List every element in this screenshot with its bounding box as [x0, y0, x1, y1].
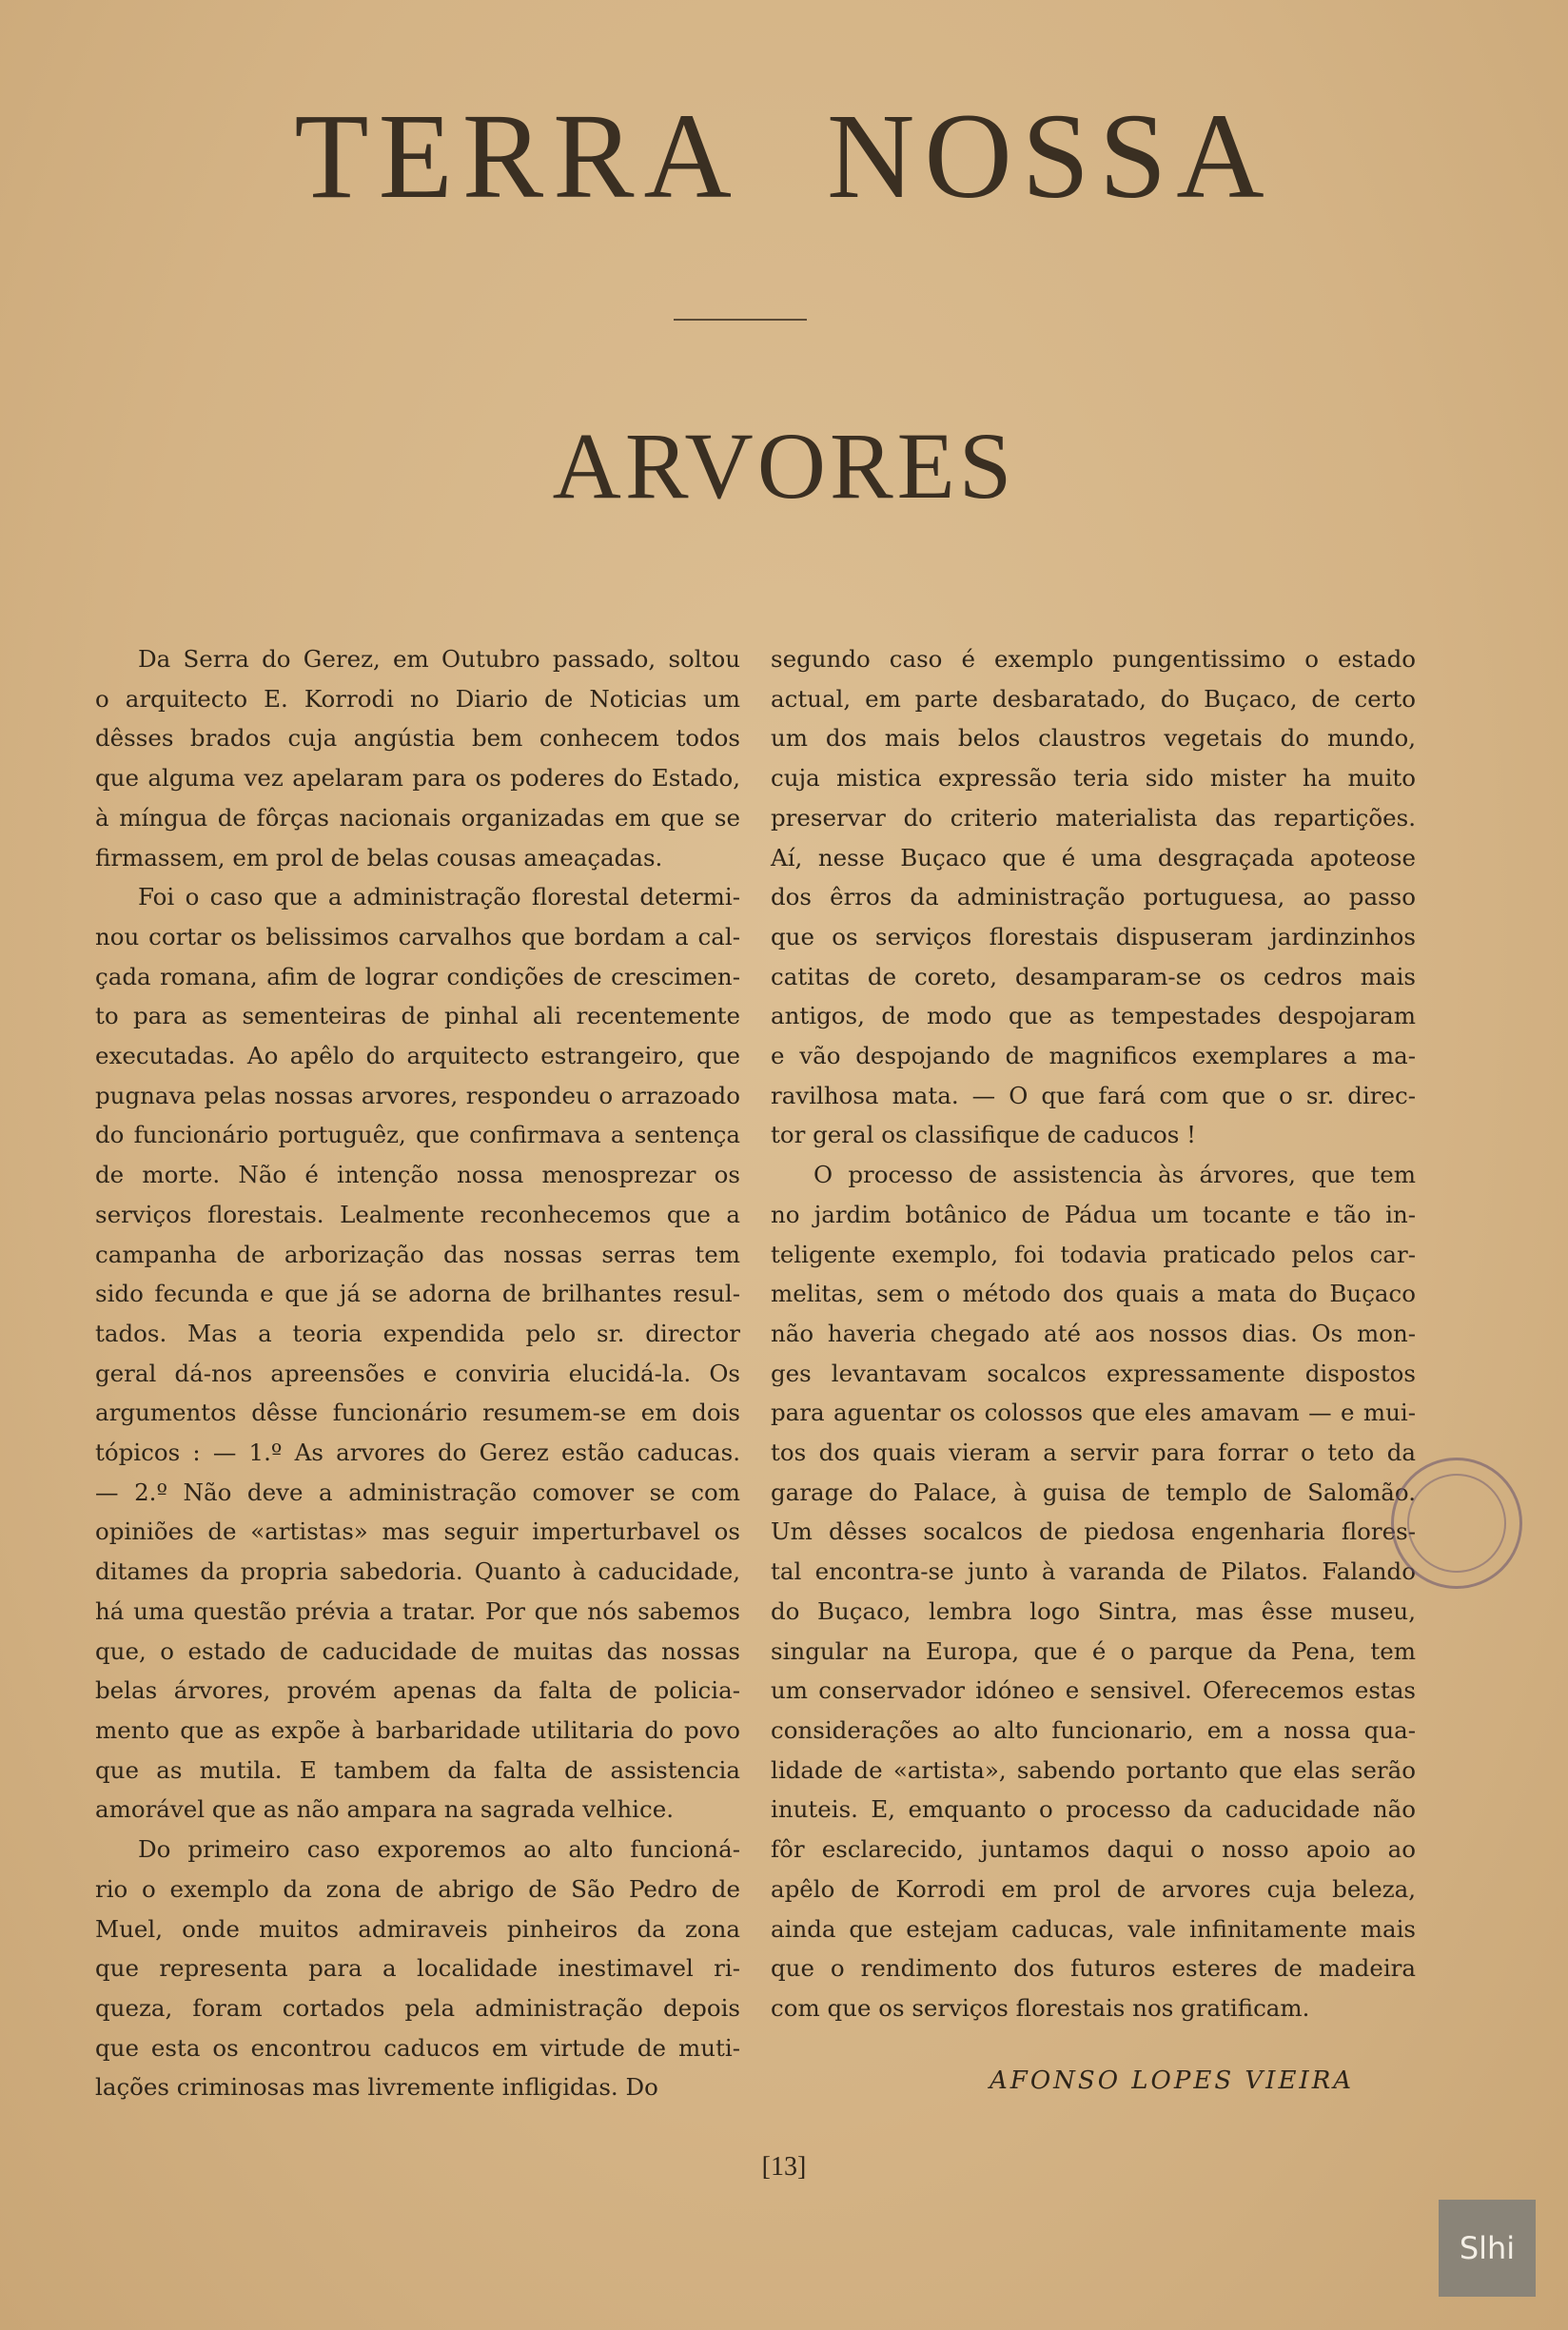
text-line: singular na Europa, que é o parque da Pena, tem [771, 1636, 1416, 1665]
text-line: tados. Mas a teoria expendida pelo sr. director [95, 1319, 740, 1347]
right-column [771, 639, 1416, 2028]
text-line: de morte. Não é intenção nossa menosprezar os [95, 1161, 740, 1189]
text-line: ainda que estejam caducas, vale infinitamente mais [771, 1914, 1416, 1943]
paragraph [771, 639, 1416, 1155]
text-line: que alguma vez apelaram para os poderes do Estado, [95, 764, 740, 793]
text-line: dos êrros da administração portuguesa, ao passo [771, 883, 1416, 911]
text-line: tópicos : — 1.º As arvores do Gerez estão caducas. [95, 1439, 740, 1467]
text-line: à míngua de fôrças nacionais organizadas em que se [95, 803, 740, 832]
text-line: um dos mais belos claustros vegetais do mundo, [771, 724, 1416, 753]
text-line: opiniões de «artistas» mas seguir imperturbavel os [95, 1517, 740, 1546]
text-line: Um dêsses socalcos de piedosa engenharia flores- [771, 1517, 1416, 1546]
title-divider [674, 319, 807, 321]
text-line: segundo caso é exemplo pungentissimo o estado [771, 645, 1416, 673]
masthead-word-2: NOSSA [826, 88, 1274, 224]
archive-logo: Slhi [1439, 2200, 1536, 2297]
text-line: preservar do criterio materialista das repartições. [771, 803, 1416, 832]
text-line: sido fecunda e que já se adorna de brilhantes resul- [95, 1280, 740, 1308]
text-line: com que os serviços florestais nos gratificam. [771, 1993, 1310, 2022]
text-line: do Buçaco, lembra logo Sintra, mas êsse museu, [771, 1596, 1416, 1625]
text-line: argumentos dêsse funcionário resumem-se em dois [95, 1399, 740, 1427]
text-line: geral dá-nos apreensões e conviria elucidá-la. Os [95, 1359, 740, 1387]
text-line: tos dos quais vieram a servir para forrar o teto da [771, 1439, 1416, 1467]
paragraph [771, 1155, 1416, 2027]
text-line: lidade de «artista», sabendo portanto que elas serão [771, 1755, 1416, 1784]
text-line: que as mutila. E tambem da falta de assistencia [95, 1755, 740, 1784]
text-line: um conservador idóneo e sensivel. Oferecemos estas [771, 1676, 1416, 1705]
text-line: — 2.º Não deve a administração comover se com [95, 1478, 740, 1506]
text-line: que o rendimento dos futuros esteres de madeira [771, 1954, 1416, 1983]
text-line: fôr esclarecido, juntamos daqui o nosso apoio ao [771, 1835, 1416, 1864]
text-line: não haveria chegado até aos nossos dias. Os mon- [771, 1319, 1416, 1347]
text-line: melitas, sem o método dos quais a mata do Buçaco [771, 1280, 1416, 1308]
text-line: dêsses brados cuja angústia bem conhecem todos [95, 724, 740, 753]
text-line: para aguentar os colossos que eles amavam — e mui- [771, 1399, 1416, 1427]
text-line: lações criminosas mas livremente infligidas. Do [95, 2073, 658, 2102]
text-line: queza, foram cortados pela administração depois [95, 1993, 740, 2022]
text-line: nou cortar os belissimos carvalhos que bordam a cal- [95, 922, 740, 950]
text-line: belas árvores, provém apenas da falta de policia- [95, 1676, 740, 1705]
text-line: O processo de assistencia às árvores, que tem [813, 1161, 1416, 1189]
text-line: do funcionário portuguêz, que confirmava a sentença [95, 1121, 740, 1149]
text-line: teligente exemplo, foi todavia praticado pelos car- [771, 1240, 1416, 1268]
text-line: to para as sementeiras de pinhal ali recentemente [95, 1002, 740, 1030]
text-line: rio o exemplo da zona de abrigo de São Pedro de [95, 1874, 740, 1903]
library-stamp [1391, 1458, 1522, 1589]
text-line: pugnava pelas nossas arvores, respondeu o arrazoado [95, 1081, 740, 1109]
text-line: campanha de arborização das nossas serras tem [95, 1240, 740, 1268]
text-line: firmassem, em prol de belas cousas ameaçadas. [95, 843, 663, 871]
text-line: mento que as expõe à barbaridade utilitaria do povo [95, 1715, 740, 1744]
article-title: ARVORES [552, 413, 1016, 519]
masthead-word-1: TERRA [294, 88, 741, 224]
text-line: Do primeiro caso exporemos ao alto funcioná- [138, 1835, 740, 1864]
text-line: que esta os encontrou caducos em virtude de muti- [95, 2033, 740, 2062]
text-line: tor geral os classifique de caducos ! [771, 1121, 1197, 1149]
text-line: executadas. Ao apêlo do arquitecto estrangeiro, que [95, 1042, 740, 1070]
text-line: inuteis. E, emquanto o processo da caducidade não [771, 1795, 1416, 1824]
author-signature: AFONSO LOPES VIEIRA [990, 2066, 1355, 2095]
text-line: considerações ao alto funcionario, em a nossa qua- [771, 1715, 1416, 1744]
text-line: que os serviços florestais dispuseram jardinzinhos [771, 922, 1416, 950]
text-line: há uma questão prévia a tratar. Por que nós sabemos [95, 1596, 740, 1625]
text-line: que, o estado de caducidade de muitas das nossas [95, 1636, 740, 1665]
text-line: Da Serra do Gerez, em Outubro passado, soltou [138, 645, 740, 673]
text-line: Muel, onde muitos admiraveis pinheiros da zona [95, 1914, 740, 1943]
text-line: ravilhosa mata. — O que fará com que o sr. direc- [771, 1081, 1416, 1109]
text-line: o arquitecto E. Korrodi no Diario de Noticias um [95, 684, 740, 713]
text-line: antigos, de modo que as tempestades despojaram [771, 1002, 1416, 1030]
page-number: [13] [761, 2152, 807, 2182]
text-line: no jardim botânico de Pádua um tocante e tão in- [771, 1200, 1416, 1228]
text-line: Foi o caso que a administração florestal determi- [138, 883, 740, 911]
text-line: çada romana, afim de lograr condições de crescimen- [95, 962, 740, 990]
text-line: ges levantavam socalcos expressamente dispostos [771, 1359, 1416, 1387]
text-line: ditames da propria sabedoria. Quanto à caducidade, [95, 1557, 740, 1586]
text-line: tal encontra-se junto à varanda de Pilatos. Falando [771, 1557, 1416, 1586]
text-line: cuja mistica expressão teria sido mister ha muito [771, 764, 1416, 793]
left-column [95, 639, 740, 2107]
text-line: garage do Palace, à guisa de templo de Salomão. [771, 1478, 1416, 1506]
text-line: serviços florestais. Lealmente reconhecemos que a [95, 1200, 740, 1228]
text-line: actual, em parte desbaratado, do Buçaco, de certo [771, 684, 1416, 713]
text-line: amorável que as não ampara na sagrada velhice. [95, 1795, 674, 1824]
masthead-title [0, 88, 1568, 224]
paragraph [95, 1830, 740, 2107]
text-line: apêlo de Korrodi em prol de arvores cuja beleza, [771, 1874, 1416, 1903]
text-line: e vão despojando de magnificos exemplares a ma- [771, 1042, 1416, 1070]
text-line: Aí, nesse Buçaco que é uma desgraçada apoteose [771, 843, 1416, 871]
text-line: que representa para a localidade inestimavel ri- [95, 1954, 740, 1983]
paragraph [95, 639, 740, 877]
text-line: catitas de coreto, desamparam-se os cedros mais [771, 962, 1416, 990]
paragraph [95, 877, 740, 1830]
